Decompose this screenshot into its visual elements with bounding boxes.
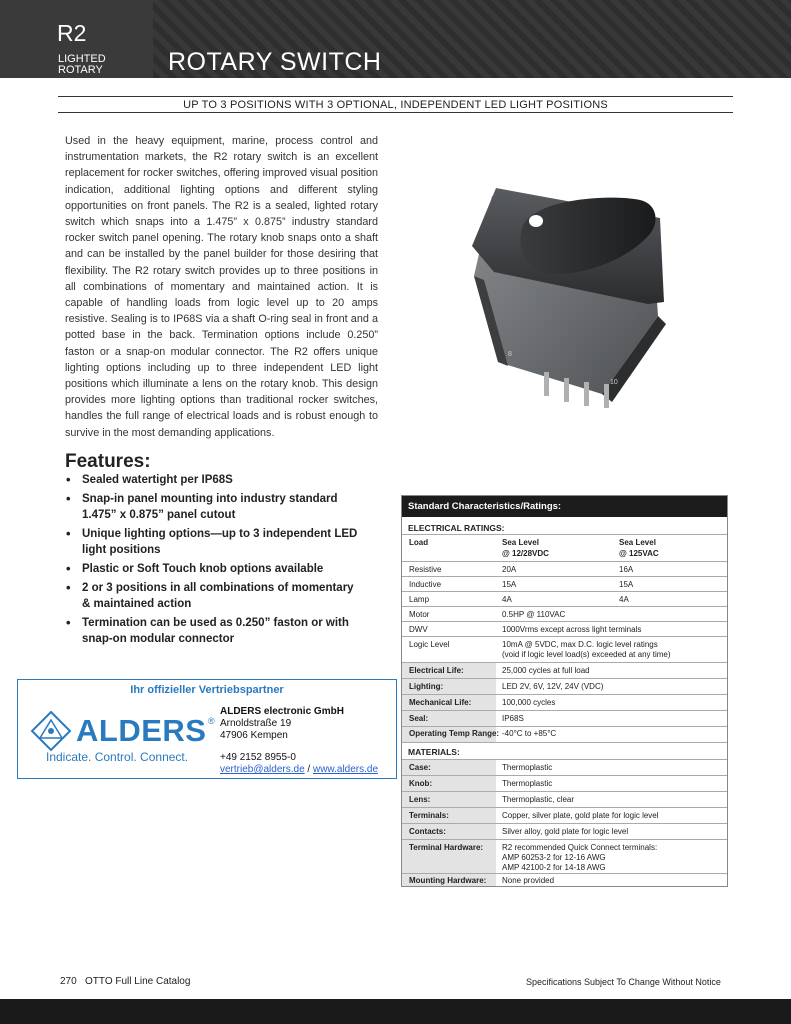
page-title: ROTARY SWITCH — [168, 48, 382, 76]
distributor-web-link[interactable]: www.alders.de — [312, 764, 379, 775]
ac-rating: 15A — [619, 580, 634, 589]
pin-label-8: 8 — [508, 351, 512, 358]
spec-label: Case: — [409, 763, 431, 772]
product-photo — [452, 176, 684, 410]
load-label: DWV — [409, 625, 428, 634]
spec-label: Seal: — [409, 714, 429, 723]
spec-value: LED 2V, 6V, 12V, 24V (VDC) — [502, 682, 604, 691]
row-rule — [402, 791, 727, 792]
spec-label: Knob: — [409, 779, 433, 788]
spec-label: Lens: — [409, 795, 431, 804]
load-label: Inductive — [409, 580, 442, 589]
spec-label: Mounting Hardware: — [409, 876, 487, 885]
feature-item: • Unique lighting options—up to 3 independent LED light positions — [65, 526, 365, 558]
row-rule — [402, 726, 727, 727]
electrical-ratings-title: ELECTRICAL RATINGS: — [408, 523, 505, 533]
specs-title: Standard Characteristics/Ratings: — [402, 496, 727, 517]
spec-value: 25,000 cycles at full load — [502, 666, 590, 675]
row-rule — [402, 710, 727, 711]
link-separator: / — [307, 764, 311, 775]
materials-title: MATERIALS: — [408, 747, 460, 757]
spec-value: Thermoplastic — [502, 763, 553, 772]
page-subtitle: UP TO 3 POSITIONS WITH 3 OPTIONAL, INDEPENDENT LED LIGHT POSITIONS — [183, 99, 608, 111]
footer-page-catalog: 270 OTTO Full Line Catalog — [60, 976, 191, 987]
col-ac-header-1: Sea Level — [619, 538, 656, 547]
distributor-company: ALDERS electronic GmbH — [220, 706, 344, 717]
dc-rating: 1000Vrms except across light terminals — [502, 625, 642, 634]
spec-value: Thermoplastic — [502, 779, 553, 788]
alders-tagline: Indicate. Control. Connect. — [46, 750, 189, 764]
row-rule — [402, 606, 727, 607]
row-rule — [402, 823, 727, 824]
logic-level-value-2: (void if logic level load(s) exceeded at any time) — [502, 650, 671, 659]
registered-mark: ® — [208, 716, 215, 726]
col-ac-header-2: @ 125VAC — [619, 549, 659, 558]
spec-label: Terminal Hardware: — [409, 843, 484, 852]
spec-value: AMP 60253-2 for 12-16 AWG — [502, 853, 606, 862]
features-title: Features: — [65, 451, 151, 472]
row-rule — [402, 807, 727, 808]
distributor-phone: +49 2152 8955-0 — [220, 752, 296, 763]
spec-label: Lighting: — [409, 682, 444, 691]
row-rule — [402, 636, 727, 637]
col-load-header: Load — [409, 538, 429, 547]
logic-level-value-1: 10mA @ 5VDC, max D.C. logic level ratings — [502, 640, 658, 649]
col-dc-header-1: Sea Level — [502, 538, 539, 547]
pin-label-10: 10 — [610, 379, 618, 386]
terminal — [544, 372, 549, 396]
feature-item: • Sealed watertight per IP68S — [65, 472, 365, 488]
header-band — [0, 0, 791, 78]
spec-label: Mechanical Life: — [409, 698, 472, 707]
terminal — [584, 382, 589, 406]
row-rule — [402, 694, 727, 695]
alders-logo-text: ALDERS — [76, 713, 207, 748]
spec-value: None provided — [502, 876, 555, 885]
row-rule — [402, 591, 727, 592]
spec-label: Contacts: — [409, 827, 446, 836]
row-rule — [402, 742, 727, 743]
model-sub-rotary: ROTARY — [58, 64, 103, 76]
logic-level-label: Logic Level — [409, 640, 450, 649]
row-rule — [402, 839, 727, 840]
footer-disclaimer: Specifications Subject To Change Without Notice — [526, 977, 721, 987]
distributor-title: Ihr offizieller Vertriebspartner — [130, 684, 284, 696]
spec-value: Copper, silver plate, gold plate for logic level — [502, 811, 659, 820]
distributor-email-link[interactable]: vertrieb@alders.de — [220, 764, 305, 775]
spec-value: R2 recommended Quick Connect terminals: — [502, 843, 658, 852]
subtitle-bottom-rule — [58, 112, 733, 113]
spec-value: Silver alloy, gold plate for logic level — [502, 827, 629, 836]
load-label: Lamp — [409, 595, 430, 604]
spec-value: 100,000 cycles — [502, 698, 556, 707]
spec-label: Terminals: — [409, 811, 449, 820]
features-list — [65, 472, 365, 650]
terminal — [564, 378, 569, 402]
row-rule — [402, 678, 727, 679]
load-label: Motor — [409, 610, 430, 619]
spec-label: Operating Temp Range: — [409, 729, 500, 738]
led-lens — [529, 215, 543, 227]
distributor-contact-line — [220, 764, 378, 775]
spec-value: Thermoplastic, clear — [502, 795, 575, 804]
specs-table — [401, 495, 728, 887]
terminal — [604, 384, 609, 408]
model-name: R2 — [57, 20, 87, 46]
alders-logo-icon — [30, 710, 72, 752]
ac-rating: 16A — [619, 565, 634, 574]
feature-item: • Termination can be used as 0.250” faston or with snap-on modular connector — [65, 615, 365, 647]
ac-rating: 4A — [619, 595, 629, 604]
row-rule — [402, 561, 727, 562]
row-rule — [402, 621, 727, 622]
dc-rating: 20A — [502, 565, 517, 574]
subtitle-top-rule — [58, 96, 733, 97]
model-sub-lighted: LIGHTED — [58, 53, 106, 65]
distributor-street: Arnoldstraße 19 — [220, 718, 292, 729]
feature-item: • Snap-in panel mounting into industry standard 1.475” x 0.875” panel cutout — [65, 491, 365, 523]
row-rule — [402, 576, 727, 577]
dc-rating: 0.5HP @ 110VAC — [502, 610, 566, 619]
row-rule — [402, 534, 727, 535]
distributor-city: 47906 Kempen — [220, 730, 288, 741]
row-rule — [402, 775, 727, 776]
row-rule — [402, 873, 727, 874]
spec-label: Electrical Life: — [409, 666, 464, 675]
spec-value: IP68S — [502, 714, 524, 723]
feature-item: • Plastic or Soft Touch knob options available — [65, 561, 365, 577]
col-dc-header-2: @ 12/28VDC — [502, 549, 549, 558]
dc-rating: 4A — [502, 595, 512, 604]
bottom-band — [0, 999, 791, 1024]
feature-item: • 2 or 3 positions in all combinations of momentary & maintained action — [65, 580, 365, 612]
load-label: Resistive — [409, 565, 442, 574]
dc-rating: 15A — [502, 580, 517, 589]
spec-value: -40°C to +85°C — [502, 729, 557, 738]
spec-value: AMP 42100-2 for 14-18 AWG — [502, 863, 606, 872]
distributor-box — [17, 679, 397, 779]
intro-paragraph: Used in the heavy equipment, marine, process control and instrumentation markets, the R2 rotary switch is an excellent replacement for rocker switches, offering improved visual position indication, additional lighting options and different styling opportunities on front panels. The R2 is a sealed, lighted rotary switch which snaps into a 1.475” x 0.875” industry standard rocker switch panel opening. The rotary knob snaps onto a shaft and can be installed by the panel builder for those desiring that flexibility. The R2 rotary switch provides up to three positions in all combinations of momentary and maintained action. It is capable of handling loads from logic level up to 20 amps resistive. Sealing is to IP68S via a shaft O-ring seal in front and a potted base in the back. Termination options include 0.250” faston or a snap-on modular connector. The R2 offers unique lighting options including up to three independent LED light positions which illuminate a lens on the rotary knob. This design provides more lighting options than traditional rocker switches, handles the full range of electrical loads and is robust enough to survive in the most demanding applications. — [65, 135, 378, 439]
